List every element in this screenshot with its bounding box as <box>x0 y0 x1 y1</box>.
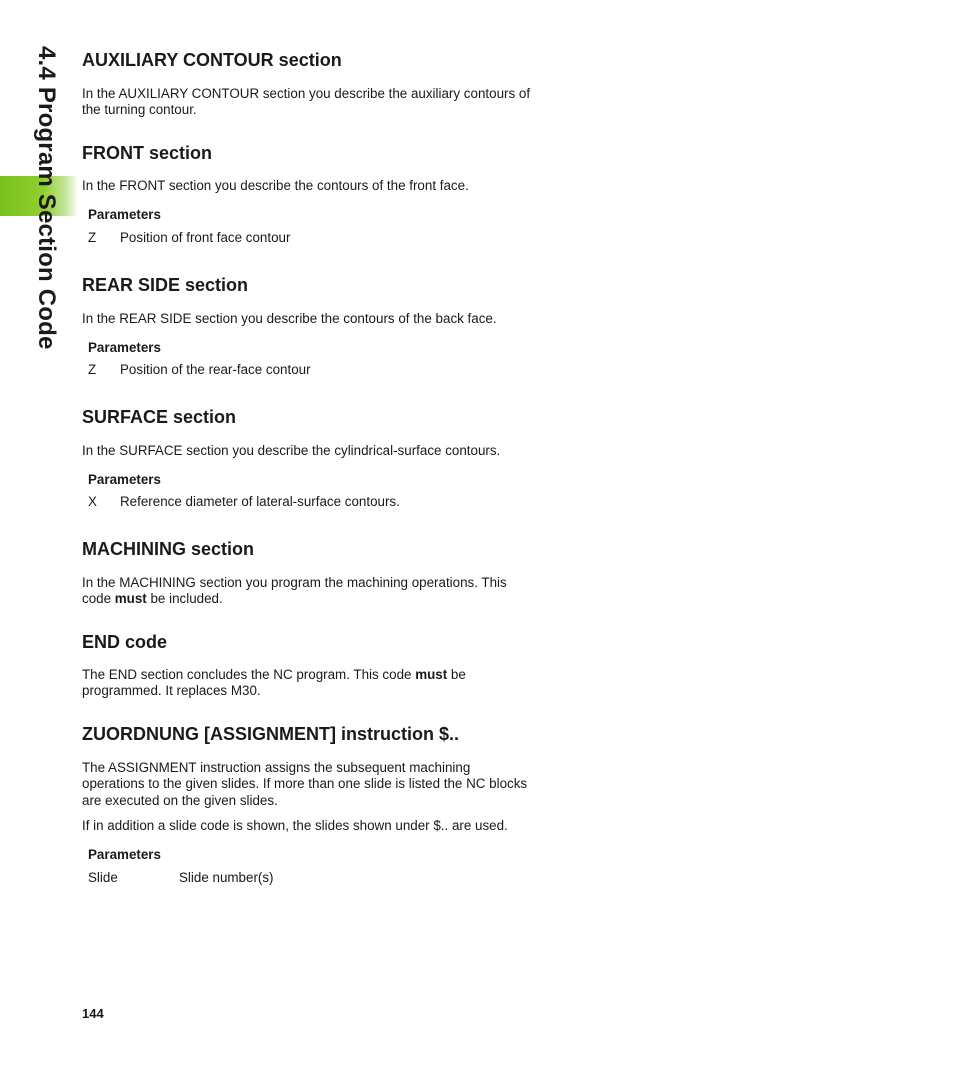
emphasis: must <box>415 667 448 682</box>
parameter-row <box>88 362 532 378</box>
section-surface <box>82 406 532 510</box>
parameter-desc: Slide number(s) <box>179 870 274 886</box>
parameter-desc: Position of the rear-face contour <box>120 362 311 378</box>
emphasis: must <box>114 591 147 607</box>
section-heading: REAR SIDE section <box>82 275 249 295</box>
section-text: In the MACHINING section you program the machining operations. This code must be included. <box>82 575 507 607</box>
parameter-row <box>88 870 532 886</box>
section-machining <box>82 538 532 608</box>
parameter-key: Z <box>88 230 97 246</box>
parameter-row <box>88 494 532 510</box>
section-heading: END code <box>82 632 168 652</box>
page-number: 144 <box>82 1006 104 1021</box>
chapter-side-title: 4.4 Program Section Code <box>33 46 60 350</box>
parameters-label: Parameters <box>88 472 161 488</box>
section-text: The END section concludes the NC program. This code must be programmed. It replaces M30. <box>82 667 466 699</box>
section-text: In the SURFACE section you describe the cylindrical-surface contours. <box>82 443 501 458</box>
section-assignment <box>82 723 532 886</box>
section-rear-side <box>82 274 532 378</box>
section-heading: SURFACE section <box>82 407 237 427</box>
section-front <box>82 142 532 246</box>
section-heading: FRONT section <box>82 143 213 163</box>
section-heading: ZUORDNUNG [ASSIGNMENT] instruction $.. <box>82 724 459 744</box>
section-text: In the AUXILIARY CONTOUR section you describe the auxiliary contours of the turning contour. <box>82 86 531 118</box>
section-end-code <box>82 631 532 700</box>
parameter-row <box>88 230 532 246</box>
section-text: In the FRONT section you describe the contours of the front face. <box>82 178 469 193</box>
section-auxiliary-contour <box>82 49 532 119</box>
section-text: The ASSIGNMENT instruction assigns the subsequent machining operations to the given slides. If more than one slide is listed the NC blocks are executed on the given slides. <box>82 760 528 808</box>
section-text: In the REAR SIDE section you describe the contours of the back face. <box>82 311 497 326</box>
section-text: If in addition a slide code is shown, the slides shown under $.. are used. <box>82 817 508 833</box>
parameter-desc: Reference diameter of lateral-surface contours. <box>120 494 400 510</box>
parameter-key: Z <box>88 362 97 378</box>
parameters-label: Parameters <box>88 207 161 223</box>
parameter-key: Slide <box>88 870 118 886</box>
section-heading: MACHINING section <box>82 539 255 559</box>
parameter-desc: Position of front face contour <box>120 230 291 246</box>
parameters-label: Parameters <box>88 847 161 863</box>
section-heading: AUXILIARY CONTOUR section <box>82 50 342 70</box>
parameter-key: X <box>88 494 97 510</box>
parameters-label: Parameters <box>88 340 161 356</box>
